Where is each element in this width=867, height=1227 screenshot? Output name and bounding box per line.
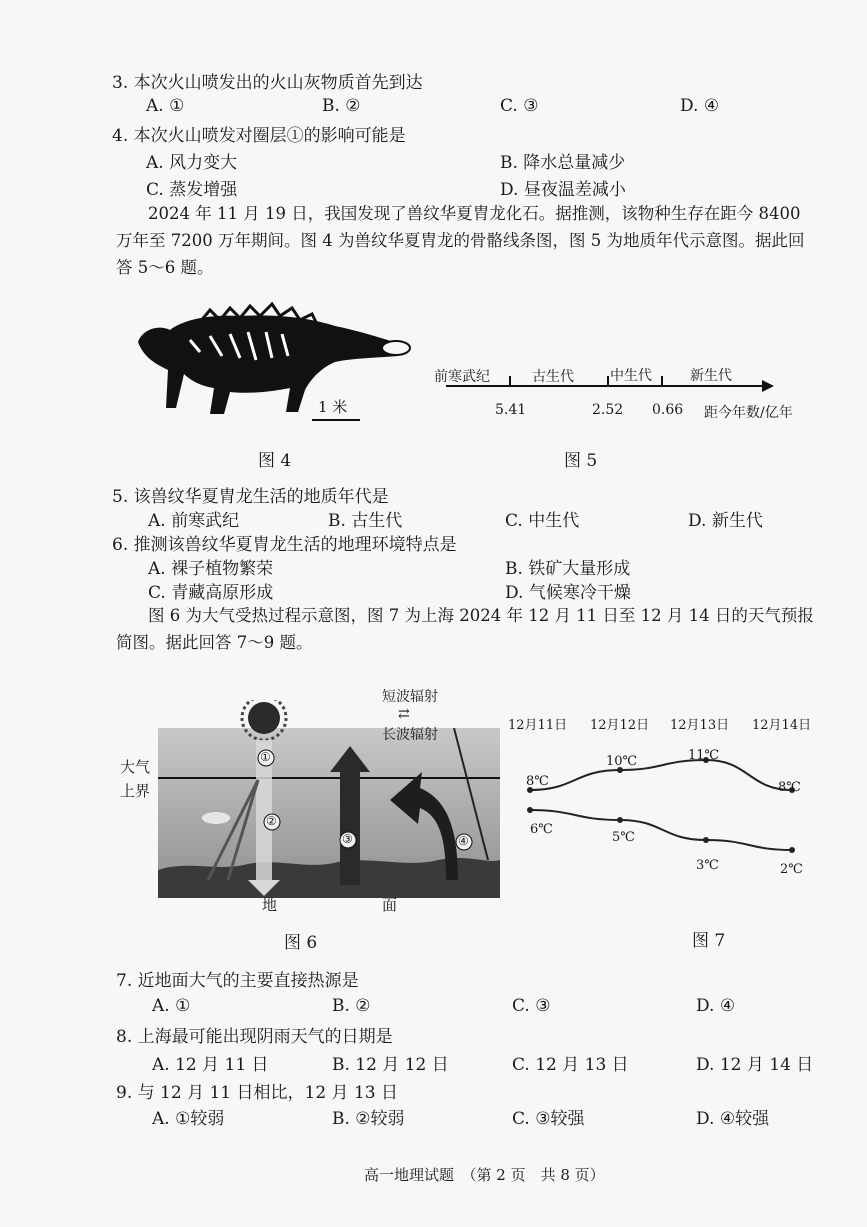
q5-option-b: B. 古生代 [328, 511, 403, 531]
question-6-stem: 6. 推测该兽纹华夏胄龙生活的地理环境特点是 [112, 535, 457, 555]
question-9-stem: 9. 与 12 月 11 日相比，12 月 13 日 [116, 1083, 398, 1103]
figure-7-caption: 图 7 [692, 931, 726, 951]
q6-option-c: C. 青藏高原形成 [148, 583, 274, 603]
fig7-date-2: 12月12日 [590, 718, 650, 733]
era-mesozoic: 中生代 [610, 368, 652, 384]
high-label-3: 11℃ [688, 748, 720, 763]
high-label-4: 8℃ [778, 780, 801, 795]
sun-icon [248, 702, 280, 734]
q9-option-b: B. ②较弱 [332, 1109, 405, 1129]
fig7-date-4: 12月14日 [752, 718, 812, 733]
figure-5-caption: 图 5 [564, 451, 598, 471]
q3-option-a: A. ① [146, 96, 185, 116]
q5-option-c: C. 中生代 [505, 511, 580, 531]
marker-2: ② [266, 814, 277, 828]
q9-option-c: C. ③较强 [512, 1109, 585, 1129]
axis-label: 距今年数/亿年 [704, 405, 793, 421]
low-temp-line [530, 810, 792, 850]
question-5-stem: 5. 该兽纹华夏胄龙生活的地质年代是 [112, 487, 389, 507]
marker-1: ① [260, 750, 271, 764]
low-label-3: 3℃ [696, 858, 719, 873]
marker-3: ③ [342, 832, 353, 846]
tick-0-66: 0.66 [652, 402, 684, 418]
q4-option-a: A. 风力变大 [146, 153, 238, 173]
cloud-icon [202, 812, 230, 824]
q8-option-b: B. 12 月 12 日 [332, 1055, 449, 1075]
low-temp-point-4 [789, 847, 795, 853]
q9-option-a: A. ①较弱 [152, 1109, 225, 1129]
label-top-boundary: 上界 [120, 782, 151, 800]
q4-option-c: C. 蒸发增强 [146, 180, 238, 200]
label-ground-1: 地 [262, 896, 278, 914]
axis-arrow-icon [762, 380, 774, 392]
q7-option-b: B. ② [332, 996, 371, 1016]
q4-option-d: D. 昼夜温差减小 [500, 180, 626, 200]
legend-arrows-icon: ⇄ [398, 706, 410, 722]
tick-2-52: 2.52 [592, 402, 624, 418]
legend-short-wave: 短波辐射 [382, 689, 438, 705]
question-4-stem: 4. 本次火山喷发对圈层①的影响可能是 [112, 126, 406, 146]
legend-long-wave: 长波辐射 [382, 727, 438, 743]
figure-4-caption: 图 4 [258, 451, 292, 471]
q8-option-a: A. 12 月 11 日 [152, 1055, 269, 1075]
low-temp-point-1 [527, 807, 533, 813]
label-ground-2: 面 [382, 896, 398, 914]
material-paragraph-1: 2024 年 11 月 19 日，我国发现了兽纹华夏胄龙化石。据推测，该物种生存在距今 8400 万年至 7200 万年期间。图 4 为兽纹华夏胄龙的骨骼线条图，图 5 为地质年代示意图。据此回答 5～6 题。 [116, 204, 805, 277]
material-paragraph-2: 图 6 为大气受热过程示意图，图 7 为上海 2024 年 12 月 11 日至 12 月 14 日的天气预报简图。据此回答 7～9 题。 [116, 606, 814, 652]
q3-option-b: B. ② [322, 96, 361, 116]
q3-option-c: C. ③ [500, 96, 539, 116]
q7-option-a: A. ① [152, 996, 191, 1016]
figure-4-scale-label: 1 米 [318, 398, 348, 416]
tick-5-41: 5.41 [495, 402, 527, 418]
q6-option-a: A. 裸子植物繁荣 [148, 559, 274, 579]
q9-option-d: D. ④较强 [696, 1109, 770, 1129]
era-precambrian: 前寒武纪 [434, 369, 490, 385]
q5-option-a: A. 前寒武纪 [148, 511, 240, 531]
figure-4-dinosaur-skeleton [130, 300, 420, 430]
fig7-date-1: 12月11日 [508, 718, 568, 733]
q7-option-c: C. ③ [512, 996, 551, 1016]
figure-6-atmosphere-heating [158, 700, 500, 900]
q6-option-d: D. 气候寒冷干燥 [505, 583, 631, 603]
era-paleozoic: 古生代 [532, 369, 574, 385]
q8-option-d: D. 12 月 14 日 [696, 1055, 814, 1075]
high-temp-line [530, 760, 792, 790]
low-temp-point-3 [703, 837, 709, 843]
high-label-2: 10℃ [606, 754, 638, 769]
figure-6-caption: 图 6 [284, 933, 318, 953]
ground-radiation-arrow [340, 770, 360, 885]
q8-option-c: C. 12 月 13 日 [512, 1055, 629, 1075]
low-temp-point-2 [617, 817, 623, 823]
low-label-4: 2℃ [780, 862, 803, 877]
page-footer: 高一地理试题 （第 2 页 共 8 页） [364, 1166, 605, 1184]
q7-option-d: D. ④ [696, 996, 736, 1016]
low-label-1: 6℃ [530, 822, 553, 837]
era-cenozoic: 新生代 [690, 368, 732, 384]
question-8-stem: 8. 上海最可能出现阴雨天气的日期是 [116, 1027, 393, 1047]
low-label-2: 5℃ [612, 830, 635, 845]
q3-option-d: D. ④ [680, 96, 720, 116]
q5-option-d: D. 新生代 [688, 511, 763, 531]
question-3-stem: 3. 本次火山喷发出的火山灰物质首先到达 [112, 73, 423, 93]
q6-option-b: B. 铁矿大量形成 [505, 559, 631, 579]
high-label-1: 8℃ [526, 774, 549, 789]
dinosaur-silhouette-icon [138, 304, 410, 414]
figure-7-temperature-chart [520, 740, 820, 890]
fig7-date-3: 12月13日 [670, 718, 730, 733]
marker-4: ④ [458, 834, 469, 848]
question-7-stem: 7. 近地面大气的主要直接热源是 [116, 971, 359, 991]
label-atmosphere: 大气 [120, 758, 151, 776]
q4-option-b: B. 降水总量减少 [500, 153, 626, 173]
